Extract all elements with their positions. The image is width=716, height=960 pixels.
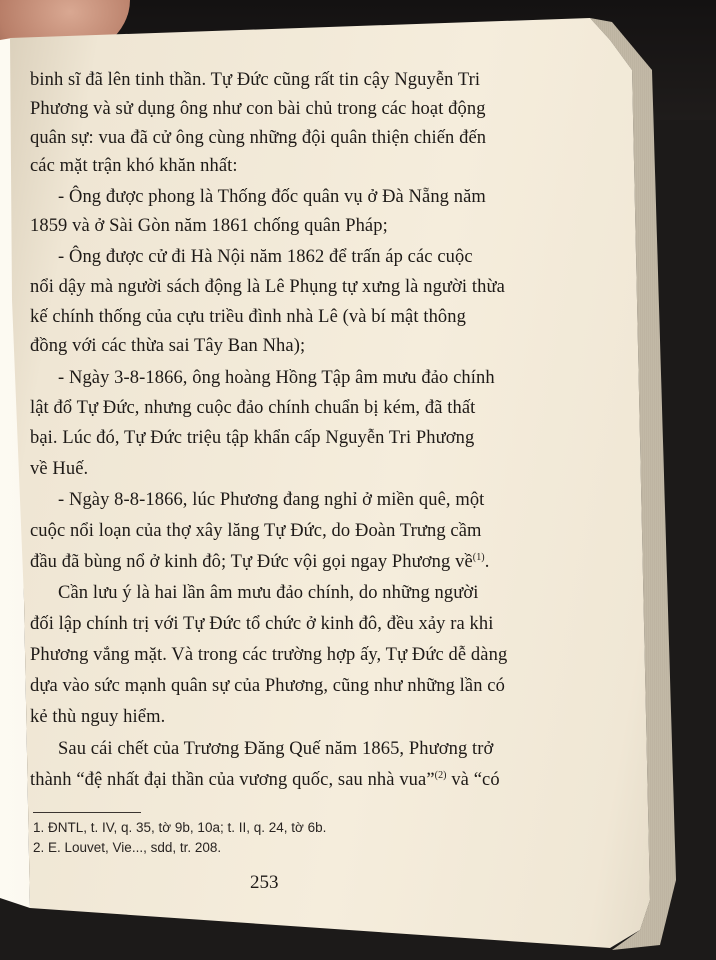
text-line: quân sự: vua đã cử ông cùng những đội quân thiện chiến đến xyxy=(30,128,487,148)
text-line: 1859 và ở Sài Gòn năm 1861 chống quân Pháp; xyxy=(30,216,388,236)
footnote-ref: (1) xyxy=(472,551,485,563)
text-line: dựa vào sức mạnh quân sự của Phương, cũng như những lần có xyxy=(30,676,505,696)
text-line: - Ngày 3-8-1866, ông hoàng Hồng Tập âm mưu đảo chính xyxy=(58,368,495,388)
text-line: nổi dậy mà người sách động là Lê Phụng tự xưng là người thừa xyxy=(30,277,505,297)
footnote-rule xyxy=(33,812,141,813)
text-span: và “có xyxy=(446,770,500,790)
text-line: - Ngày 8-8-1866, lúc Phương đang nghỉ ở miền quê, một xyxy=(58,490,485,510)
text-line: - Ông được phong là Thống đốc quân vụ ở Đà Nẵng năm xyxy=(58,187,486,207)
text-span: thành “đệ nhất đại thần của vương quốc, sau nhà vua” xyxy=(30,770,435,790)
text-line: bại. Lúc đó, Tự Đức triệu tập khẩn cấp Nguyễn Tri Phương xyxy=(30,428,475,448)
text-span: . xyxy=(484,552,490,572)
text-line xyxy=(30,770,500,791)
text-line: đồng với các thừa sai Tây Ban Nha); xyxy=(30,336,306,356)
page-number: 253 xyxy=(250,872,279,893)
text-line: Sau cái chết của Trương Đăng Quế năm 1865, Phương trở xyxy=(58,739,494,759)
text-line: kẻ thù nguy hiểm. xyxy=(30,707,166,727)
text-line xyxy=(30,552,489,573)
text-span: đầu đã bùng nổ ở kinh đô; Tự Đức vội gọi ngay Phương về xyxy=(30,552,473,572)
footnote: 2. E. Louvet, Vie..., sdd, tr. 208. xyxy=(33,840,222,855)
text-line: lật đổ Tự Đức, nhưng cuộc đảo chính chuẩn bị kém, đã thất xyxy=(30,398,476,418)
text-line: - Ông được cử đi Hà Nội năm 1862 để trấn áp các cuộc xyxy=(58,247,473,267)
text-line: về Huế. xyxy=(30,459,89,479)
text-line: đối lập chính trị với Tự Đức tổ chức ở kinh đô, đều xảy ra khi xyxy=(30,614,494,634)
text-line: Phương vắng mặt. Và trong các trường hợp ấy, Tự Đức dễ dàng xyxy=(30,645,508,665)
footnote-ref: (2) xyxy=(434,769,447,781)
text-line: Cần lưu ý là hai lần âm mưu đảo chính, do những người xyxy=(58,583,479,603)
footnote: 1. ĐNTL, t. IV, q. 35, tờ 9b, 10a; t. II, q. 24, tờ 6b. xyxy=(33,820,327,835)
text-line: Phương và sử dụng ông như con bài chủ trong các hoạt động xyxy=(30,99,486,119)
text-line: kế chính thống của cựu triều đình nhà Lê (và bí mật thông xyxy=(30,307,466,327)
text-line: binh sĩ đã lên tinh thần. Tự Đức cũng rất tin cậy Nguyễn Tri xyxy=(30,70,481,90)
text-line: cuộc nổi loạn của thợ xây lăng Tự Đức, do Đoàn Trưng cầm xyxy=(30,521,482,541)
text-line: các mặt trận khó khăn nhất: xyxy=(30,156,238,176)
